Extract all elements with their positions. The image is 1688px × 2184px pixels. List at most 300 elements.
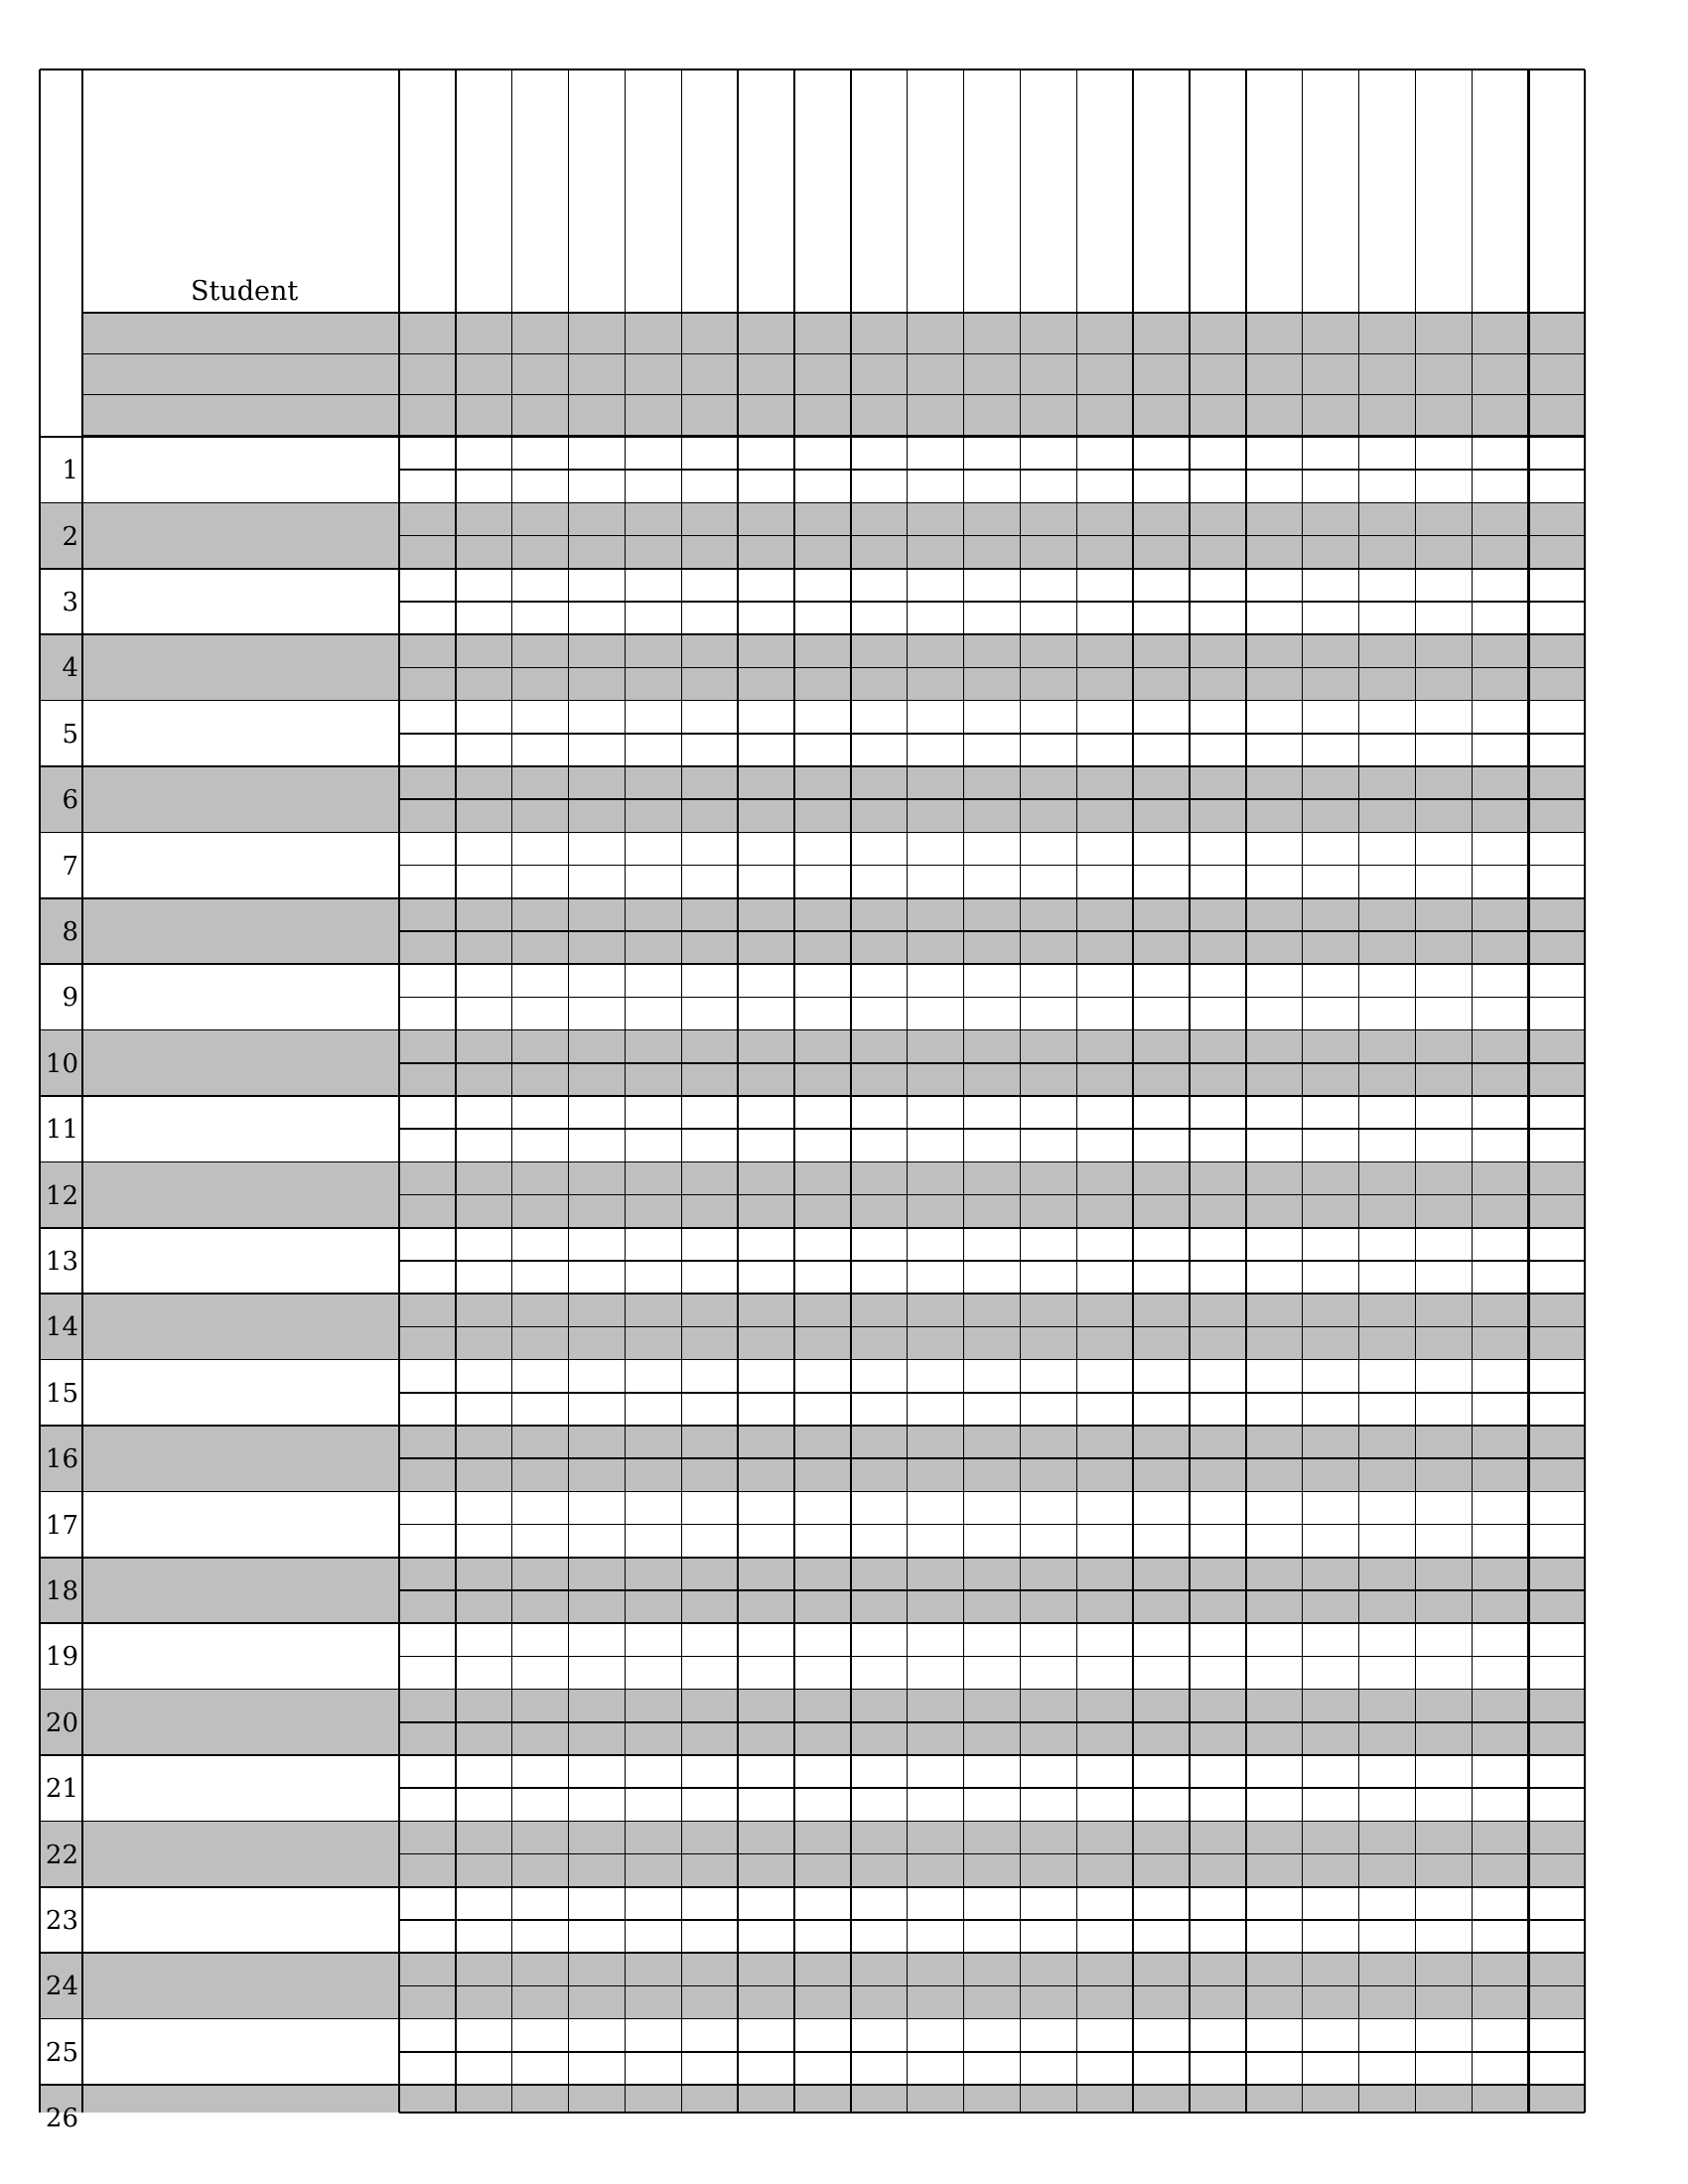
score-cell[interactable] bbox=[625, 1656, 681, 1689]
score-cell[interactable] bbox=[851, 1458, 908, 1491]
score-cell[interactable] bbox=[1415, 832, 1472, 865]
score-cell[interactable] bbox=[1133, 2019, 1190, 2052]
score-cell[interactable] bbox=[399, 1722, 456, 1755]
score-cell[interactable] bbox=[1359, 667, 1416, 700]
score-cell[interactable] bbox=[1303, 1558, 1359, 1590]
score-cell[interactable] bbox=[399, 1887, 456, 1920]
score-cell[interactable] bbox=[512, 1491, 569, 1524]
score-cell[interactable] bbox=[738, 569, 794, 602]
score-cell[interactable] bbox=[681, 1656, 738, 1689]
student-name-cell[interactable] bbox=[82, 1096, 399, 1161]
score-cell[interactable] bbox=[512, 799, 569, 832]
student-name-cell[interactable] bbox=[82, 964, 399, 1029]
score-cell[interactable] bbox=[456, 502, 512, 535]
student-name-cell[interactable] bbox=[82, 1690, 399, 1755]
student-name-cell[interactable] bbox=[82, 1360, 399, 1426]
score-cell[interactable] bbox=[569, 1623, 626, 1656]
score-cell[interactable] bbox=[681, 1161, 738, 1194]
score-cell[interactable] bbox=[1020, 1426, 1076, 1458]
assignment-header-cell[interactable] bbox=[1472, 69, 1528, 313]
score-cell[interactable] bbox=[1472, 1294, 1528, 1326]
score-cell[interactable] bbox=[625, 1788, 681, 1821]
score-cell[interactable] bbox=[1076, 1690, 1133, 1722]
score-cell[interactable] bbox=[851, 2052, 908, 2085]
score-cell[interactable] bbox=[1133, 1393, 1190, 1426]
score-cell[interactable] bbox=[794, 1788, 851, 1821]
score-cell[interactable] bbox=[1472, 1161, 1528, 1194]
score-cell[interactable] bbox=[1303, 1261, 1359, 1294]
score-cell[interactable] bbox=[1415, 1623, 1472, 1656]
score-cell[interactable] bbox=[1359, 931, 1416, 964]
score-cell[interactable] bbox=[1359, 1690, 1416, 1722]
score-cell[interactable] bbox=[1020, 997, 1076, 1029]
score-cell[interactable] bbox=[908, 997, 964, 1029]
score-cell[interactable] bbox=[625, 701, 681, 734]
score-cell[interactable] bbox=[569, 1821, 626, 1853]
score-cell[interactable] bbox=[399, 1195, 456, 1228]
score-cell[interactable] bbox=[964, 1788, 1021, 1821]
score-cell[interactable] bbox=[1133, 1030, 1190, 1063]
assignment-header-cell[interactable] bbox=[1415, 69, 1472, 313]
score-cell[interactable] bbox=[851, 1722, 908, 1755]
score-cell[interactable] bbox=[625, 898, 681, 931]
score-cell[interactable] bbox=[1246, 1491, 1303, 1524]
score-cell[interactable] bbox=[456, 1393, 512, 1426]
score-cell[interactable] bbox=[1076, 997, 1133, 1029]
score-cell[interactable] bbox=[738, 1261, 794, 1294]
score-cell[interactable] bbox=[1133, 1195, 1190, 1228]
score-cell[interactable] bbox=[1133, 1525, 1190, 1558]
score-cell[interactable] bbox=[399, 766, 456, 799]
score-cell[interactable] bbox=[1359, 701, 1416, 734]
score-cell[interactable] bbox=[456, 1525, 512, 1558]
score-cell[interactable] bbox=[1020, 1458, 1076, 1491]
score-cell[interactable] bbox=[1133, 1491, 1190, 1524]
score-cell[interactable] bbox=[794, 536, 851, 569]
score-cell[interactable] bbox=[569, 602, 626, 634]
score-cell[interactable] bbox=[1528, 1854, 1585, 1887]
score-cell[interactable] bbox=[1246, 2052, 1303, 2085]
score-cell[interactable] bbox=[794, 1985, 851, 2018]
score-cell[interactable] bbox=[794, 1129, 851, 1161]
score-cell[interactable] bbox=[456, 1755, 512, 1788]
score-cell[interactable] bbox=[908, 602, 964, 634]
score-cell[interactable] bbox=[625, 1854, 681, 1887]
score-cell[interactable] bbox=[964, 1821, 1021, 1853]
score-cell[interactable] bbox=[851, 766, 908, 799]
score-cell[interactable] bbox=[851, 437, 908, 470]
score-cell[interactable] bbox=[1190, 2085, 1246, 2113]
score-cell[interactable] bbox=[569, 1261, 626, 1294]
score-cell[interactable] bbox=[1133, 1854, 1190, 1887]
score-cell[interactable] bbox=[1020, 832, 1076, 865]
score-cell[interactable] bbox=[625, 1228, 681, 1261]
score-cell[interactable] bbox=[908, 799, 964, 832]
score-cell[interactable] bbox=[456, 536, 512, 569]
score-cell[interactable] bbox=[1472, 997, 1528, 1029]
score-cell[interactable] bbox=[794, 1656, 851, 1689]
score-cell[interactable] bbox=[681, 2019, 738, 2052]
score-cell[interactable] bbox=[1020, 1096, 1076, 1129]
score-cell[interactable] bbox=[851, 1261, 908, 1294]
score-cell[interactable] bbox=[851, 667, 908, 700]
score-cell[interactable] bbox=[1359, 1458, 1416, 1491]
score-cell[interactable] bbox=[851, 2085, 908, 2113]
score-cell[interactable] bbox=[512, 964, 569, 997]
assignment-header-cell[interactable] bbox=[1133, 69, 1190, 313]
score-cell[interactable] bbox=[1359, 766, 1416, 799]
score-cell[interactable] bbox=[738, 1161, 794, 1194]
score-cell[interactable] bbox=[851, 1854, 908, 1887]
score-cell[interactable] bbox=[738, 1294, 794, 1326]
score-cell[interactable] bbox=[1133, 1261, 1190, 1294]
score-cell[interactable] bbox=[794, 502, 851, 535]
score-cell[interactable] bbox=[1020, 634, 1076, 667]
score-cell[interactable] bbox=[569, 437, 626, 470]
score-cell[interactable] bbox=[512, 1755, 569, 1788]
score-cell[interactable] bbox=[1246, 667, 1303, 700]
score-cell[interactable] bbox=[1303, 734, 1359, 766]
score-cell[interactable] bbox=[908, 1360, 964, 1393]
score-cell[interactable] bbox=[625, 1623, 681, 1656]
score-cell[interactable] bbox=[399, 1690, 456, 1722]
score-cell[interactable] bbox=[512, 437, 569, 470]
score-cell[interactable] bbox=[794, 701, 851, 734]
score-cell[interactable] bbox=[1359, 1294, 1416, 1326]
score-cell[interactable] bbox=[1020, 1228, 1076, 1261]
score-cell[interactable] bbox=[1020, 1030, 1076, 1063]
score-cell[interactable] bbox=[456, 1887, 512, 1920]
score-cell[interactable] bbox=[1303, 2085, 1359, 2113]
score-cell[interactable] bbox=[851, 1558, 908, 1590]
score-cell[interactable] bbox=[908, 1491, 964, 1524]
score-cell[interactable] bbox=[1190, 437, 1246, 470]
score-cell[interactable] bbox=[908, 1161, 964, 1194]
score-cell[interactable] bbox=[456, 1294, 512, 1326]
student-name-cell[interactable] bbox=[82, 569, 399, 634]
score-cell[interactable] bbox=[1133, 1755, 1190, 1788]
score-cell[interactable] bbox=[1472, 437, 1528, 470]
score-cell[interactable] bbox=[908, 634, 964, 667]
score-cell[interactable] bbox=[1415, 1294, 1472, 1326]
score-cell[interactable] bbox=[681, 2085, 738, 2113]
score-cell[interactable] bbox=[512, 734, 569, 766]
score-cell[interactable] bbox=[1528, 502, 1585, 535]
score-cell[interactable] bbox=[794, 866, 851, 898]
score-cell[interactable] bbox=[1246, 470, 1303, 502]
score-cell[interactable] bbox=[851, 799, 908, 832]
score-cell[interactable] bbox=[399, 1821, 456, 1853]
score-cell[interactable] bbox=[569, 1326, 626, 1359]
score-cell[interactable] bbox=[1133, 536, 1190, 569]
assignment-header-cell[interactable] bbox=[1076, 69, 1133, 313]
score-cell[interactable] bbox=[1190, 1491, 1246, 1524]
score-cell[interactable] bbox=[1076, 1261, 1133, 1294]
student-name-cell[interactable] bbox=[82, 1558, 399, 1623]
score-cell[interactable] bbox=[456, 1953, 512, 1985]
score-cell[interactable] bbox=[1020, 602, 1076, 634]
score-cell[interactable] bbox=[512, 1788, 569, 1821]
score-cell[interactable] bbox=[1190, 1326, 1246, 1359]
score-cell[interactable] bbox=[512, 1161, 569, 1194]
score-cell[interactable] bbox=[1246, 1953, 1303, 1985]
score-cell[interactable] bbox=[1133, 1294, 1190, 1326]
score-cell[interactable] bbox=[1190, 602, 1246, 634]
score-cell[interactable] bbox=[1246, 766, 1303, 799]
score-cell[interactable] bbox=[1133, 1458, 1190, 1491]
score-cell[interactable] bbox=[399, 1294, 456, 1326]
score-cell[interactable] bbox=[569, 997, 626, 1029]
score-cell[interactable] bbox=[1190, 634, 1246, 667]
score-cell[interactable] bbox=[1415, 1491, 1472, 1524]
score-cell[interactable] bbox=[794, 1458, 851, 1491]
score-cell[interactable] bbox=[964, 502, 1021, 535]
score-cell[interactable] bbox=[1076, 1360, 1133, 1393]
score-cell[interactable] bbox=[908, 766, 964, 799]
score-cell[interactable] bbox=[1528, 866, 1585, 898]
score-cell[interactable] bbox=[1528, 1129, 1585, 1161]
score-cell[interactable] bbox=[908, 502, 964, 535]
score-cell[interactable] bbox=[1415, 866, 1472, 898]
score-cell[interactable] bbox=[512, 2052, 569, 2085]
score-cell[interactable] bbox=[512, 832, 569, 865]
score-cell[interactable] bbox=[851, 502, 908, 535]
score-cell[interactable] bbox=[1076, 1821, 1133, 1853]
score-cell[interactable] bbox=[964, 1195, 1021, 1228]
score-cell[interactable] bbox=[625, 734, 681, 766]
score-cell[interactable] bbox=[569, 1590, 626, 1623]
score-cell[interactable] bbox=[738, 536, 794, 569]
student-name-cell[interactable] bbox=[82, 1623, 399, 1689]
score-cell[interactable] bbox=[681, 569, 738, 602]
score-cell[interactable] bbox=[1415, 1063, 1472, 1096]
score-cell[interactable] bbox=[1303, 1722, 1359, 1755]
score-cell[interactable] bbox=[456, 1161, 512, 1194]
score-cell[interactable] bbox=[1472, 1525, 1528, 1558]
score-cell[interactable] bbox=[456, 1722, 512, 1755]
score-cell[interactable] bbox=[1415, 634, 1472, 667]
score-cell[interactable] bbox=[964, 898, 1021, 931]
score-cell[interactable] bbox=[1190, 1722, 1246, 1755]
assignment-header-cell[interactable] bbox=[1528, 69, 1585, 313]
assignment-header-cell[interactable] bbox=[1303, 69, 1359, 313]
score-cell[interactable] bbox=[399, 602, 456, 634]
score-cell[interactable] bbox=[794, 1261, 851, 1294]
score-cell[interactable] bbox=[851, 1590, 908, 1623]
score-cell[interactable] bbox=[964, 832, 1021, 865]
score-cell[interactable] bbox=[1303, 536, 1359, 569]
score-cell[interactable] bbox=[456, 1985, 512, 2018]
score-cell[interactable] bbox=[1190, 502, 1246, 535]
score-cell[interactable] bbox=[908, 437, 964, 470]
score-cell[interactable] bbox=[512, 1360, 569, 1393]
score-cell[interactable] bbox=[1076, 470, 1133, 502]
score-cell[interactable] bbox=[569, 1722, 626, 1755]
score-cell[interactable] bbox=[625, 1920, 681, 1953]
score-cell[interactable] bbox=[794, 1854, 851, 1887]
score-cell[interactable] bbox=[1076, 1525, 1133, 1558]
score-cell[interactable] bbox=[1303, 2052, 1359, 2085]
score-cell[interactable] bbox=[625, 1821, 681, 1853]
score-cell[interactable] bbox=[625, 931, 681, 964]
score-cell[interactable] bbox=[1076, 1656, 1133, 1689]
assignment-header-cell[interactable] bbox=[1020, 69, 1076, 313]
score-cell[interactable] bbox=[851, 1129, 908, 1161]
score-cell[interactable] bbox=[1190, 1458, 1246, 1491]
student-name-cell[interactable] bbox=[82, 1294, 399, 1359]
score-cell[interactable] bbox=[908, 866, 964, 898]
score-cell[interactable] bbox=[569, 1920, 626, 1953]
score-cell[interactable] bbox=[851, 1821, 908, 1853]
score-cell[interactable] bbox=[625, 1393, 681, 1426]
score-cell[interactable] bbox=[908, 1326, 964, 1359]
score-cell[interactable] bbox=[456, 2052, 512, 2085]
score-cell[interactable] bbox=[625, 1525, 681, 1558]
score-cell[interactable] bbox=[794, 1393, 851, 1426]
score-cell[interactable] bbox=[1246, 1360, 1303, 1393]
score-cell[interactable] bbox=[1415, 1030, 1472, 1063]
score-cell[interactable] bbox=[456, 931, 512, 964]
score-cell[interactable] bbox=[1359, 1953, 1416, 1985]
score-cell[interactable] bbox=[512, 1690, 569, 1722]
score-cell[interactable] bbox=[1020, 1063, 1076, 1096]
score-cell[interactable] bbox=[1246, 1558, 1303, 1590]
score-cell[interactable] bbox=[512, 1393, 569, 1426]
score-cell[interactable] bbox=[569, 667, 626, 700]
score-cell[interactable] bbox=[456, 997, 512, 1029]
score-cell[interactable] bbox=[964, 1525, 1021, 1558]
score-cell[interactable] bbox=[738, 602, 794, 634]
score-cell[interactable] bbox=[1303, 1393, 1359, 1426]
score-cell[interactable] bbox=[1190, 1887, 1246, 1920]
score-cell[interactable] bbox=[1528, 1294, 1585, 1326]
score-cell[interactable] bbox=[1246, 1722, 1303, 1755]
score-cell[interactable] bbox=[1190, 1590, 1246, 1623]
score-cell[interactable] bbox=[1472, 734, 1528, 766]
score-cell[interactable] bbox=[1190, 1656, 1246, 1689]
score-cell[interactable] bbox=[456, 634, 512, 667]
score-cell[interactable] bbox=[1528, 1953, 1585, 1985]
score-cell[interactable] bbox=[794, 1195, 851, 1228]
score-cell[interactable] bbox=[964, 1722, 1021, 1755]
score-cell[interactable] bbox=[851, 1294, 908, 1326]
score-cell[interactable] bbox=[1076, 634, 1133, 667]
score-cell[interactable] bbox=[456, 1558, 512, 1590]
score-cell[interactable] bbox=[964, 1228, 1021, 1261]
score-cell[interactable] bbox=[908, 1755, 964, 1788]
score-cell[interactable] bbox=[1190, 701, 1246, 734]
score-cell[interactable] bbox=[1528, 964, 1585, 997]
score-cell[interactable] bbox=[908, 1722, 964, 1755]
student-name-cell[interactable] bbox=[82, 502, 399, 568]
score-cell[interactable] bbox=[738, 1722, 794, 1755]
score-cell[interactable] bbox=[738, 866, 794, 898]
score-cell[interactable] bbox=[738, 997, 794, 1029]
score-cell[interactable] bbox=[399, 1788, 456, 1821]
score-cell[interactable] bbox=[851, 1491, 908, 1524]
score-cell[interactable] bbox=[569, 1491, 626, 1524]
score-cell[interactable] bbox=[1020, 799, 1076, 832]
score-cell[interactable] bbox=[1076, 1722, 1133, 1755]
score-cell[interactable] bbox=[1246, 701, 1303, 734]
score-cell[interactable] bbox=[399, 832, 456, 865]
score-cell[interactable] bbox=[569, 734, 626, 766]
score-cell[interactable] bbox=[399, 470, 456, 502]
score-cell[interactable] bbox=[1303, 1788, 1359, 1821]
score-cell[interactable] bbox=[908, 1558, 964, 1590]
score-cell[interactable] bbox=[1133, 437, 1190, 470]
score-cell[interactable] bbox=[964, 1161, 1021, 1194]
score-cell[interactable] bbox=[625, 866, 681, 898]
score-cell[interactable] bbox=[681, 1755, 738, 1788]
score-cell[interactable] bbox=[681, 1920, 738, 1953]
score-cell[interactable] bbox=[456, 701, 512, 734]
score-cell[interactable] bbox=[738, 964, 794, 997]
score-cell[interactable] bbox=[625, 667, 681, 700]
score-cell[interactable] bbox=[1415, 766, 1472, 799]
score-cell[interactable] bbox=[1076, 832, 1133, 865]
score-cell[interactable] bbox=[1303, 569, 1359, 602]
student-name-cell[interactable] bbox=[82, 1030, 399, 1096]
score-cell[interactable] bbox=[1303, 2019, 1359, 2052]
score-cell[interactable] bbox=[1246, 1887, 1303, 1920]
score-cell[interactable] bbox=[1415, 1360, 1472, 1393]
score-cell[interactable] bbox=[1415, 1722, 1472, 1755]
score-cell[interactable] bbox=[738, 832, 794, 865]
score-cell[interactable] bbox=[1020, 964, 1076, 997]
score-cell[interactable] bbox=[851, 1953, 908, 1985]
score-cell[interactable] bbox=[512, 1096, 569, 1129]
score-cell[interactable] bbox=[1303, 866, 1359, 898]
score-cell[interactable] bbox=[1415, 2052, 1472, 2085]
score-cell[interactable] bbox=[1415, 1129, 1472, 1161]
score-cell[interactable] bbox=[1190, 1788, 1246, 1821]
score-cell[interactable] bbox=[1246, 569, 1303, 602]
score-cell[interactable] bbox=[1133, 898, 1190, 931]
score-cell[interactable] bbox=[851, 569, 908, 602]
score-cell[interactable] bbox=[1190, 2052, 1246, 2085]
score-cell[interactable] bbox=[964, 1985, 1021, 2018]
score-cell[interactable] bbox=[569, 832, 626, 865]
score-cell[interactable] bbox=[1133, 1326, 1190, 1359]
score-cell[interactable] bbox=[794, 832, 851, 865]
score-cell[interactable] bbox=[1528, 766, 1585, 799]
score-cell[interactable] bbox=[399, 931, 456, 964]
score-cell[interactable] bbox=[625, 1722, 681, 1755]
score-cell[interactable] bbox=[1415, 1590, 1472, 1623]
score-cell[interactable] bbox=[851, 1195, 908, 1228]
student-name-cell[interactable] bbox=[82, 1426, 399, 1491]
score-cell[interactable] bbox=[681, 1426, 738, 1458]
score-cell[interactable] bbox=[964, 2052, 1021, 2085]
score-cell[interactable] bbox=[1076, 866, 1133, 898]
assignment-header-cell[interactable] bbox=[908, 69, 964, 313]
score-cell[interactable] bbox=[456, 1458, 512, 1491]
score-cell[interactable] bbox=[1190, 1030, 1246, 1063]
score-cell[interactable] bbox=[512, 667, 569, 700]
score-cell[interactable] bbox=[1246, 832, 1303, 865]
score-cell[interactable] bbox=[1359, 734, 1416, 766]
score-cell[interactable] bbox=[1415, 1161, 1472, 1194]
score-cell[interactable] bbox=[908, 2085, 964, 2113]
score-cell[interactable] bbox=[851, 1887, 908, 1920]
score-cell[interactable] bbox=[738, 1854, 794, 1887]
score-cell[interactable] bbox=[1133, 1821, 1190, 1853]
score-cell[interactable] bbox=[851, 964, 908, 997]
score-cell[interactable] bbox=[738, 1755, 794, 1788]
score-cell[interactable] bbox=[1359, 1985, 1416, 2018]
score-cell[interactable] bbox=[1303, 667, 1359, 700]
